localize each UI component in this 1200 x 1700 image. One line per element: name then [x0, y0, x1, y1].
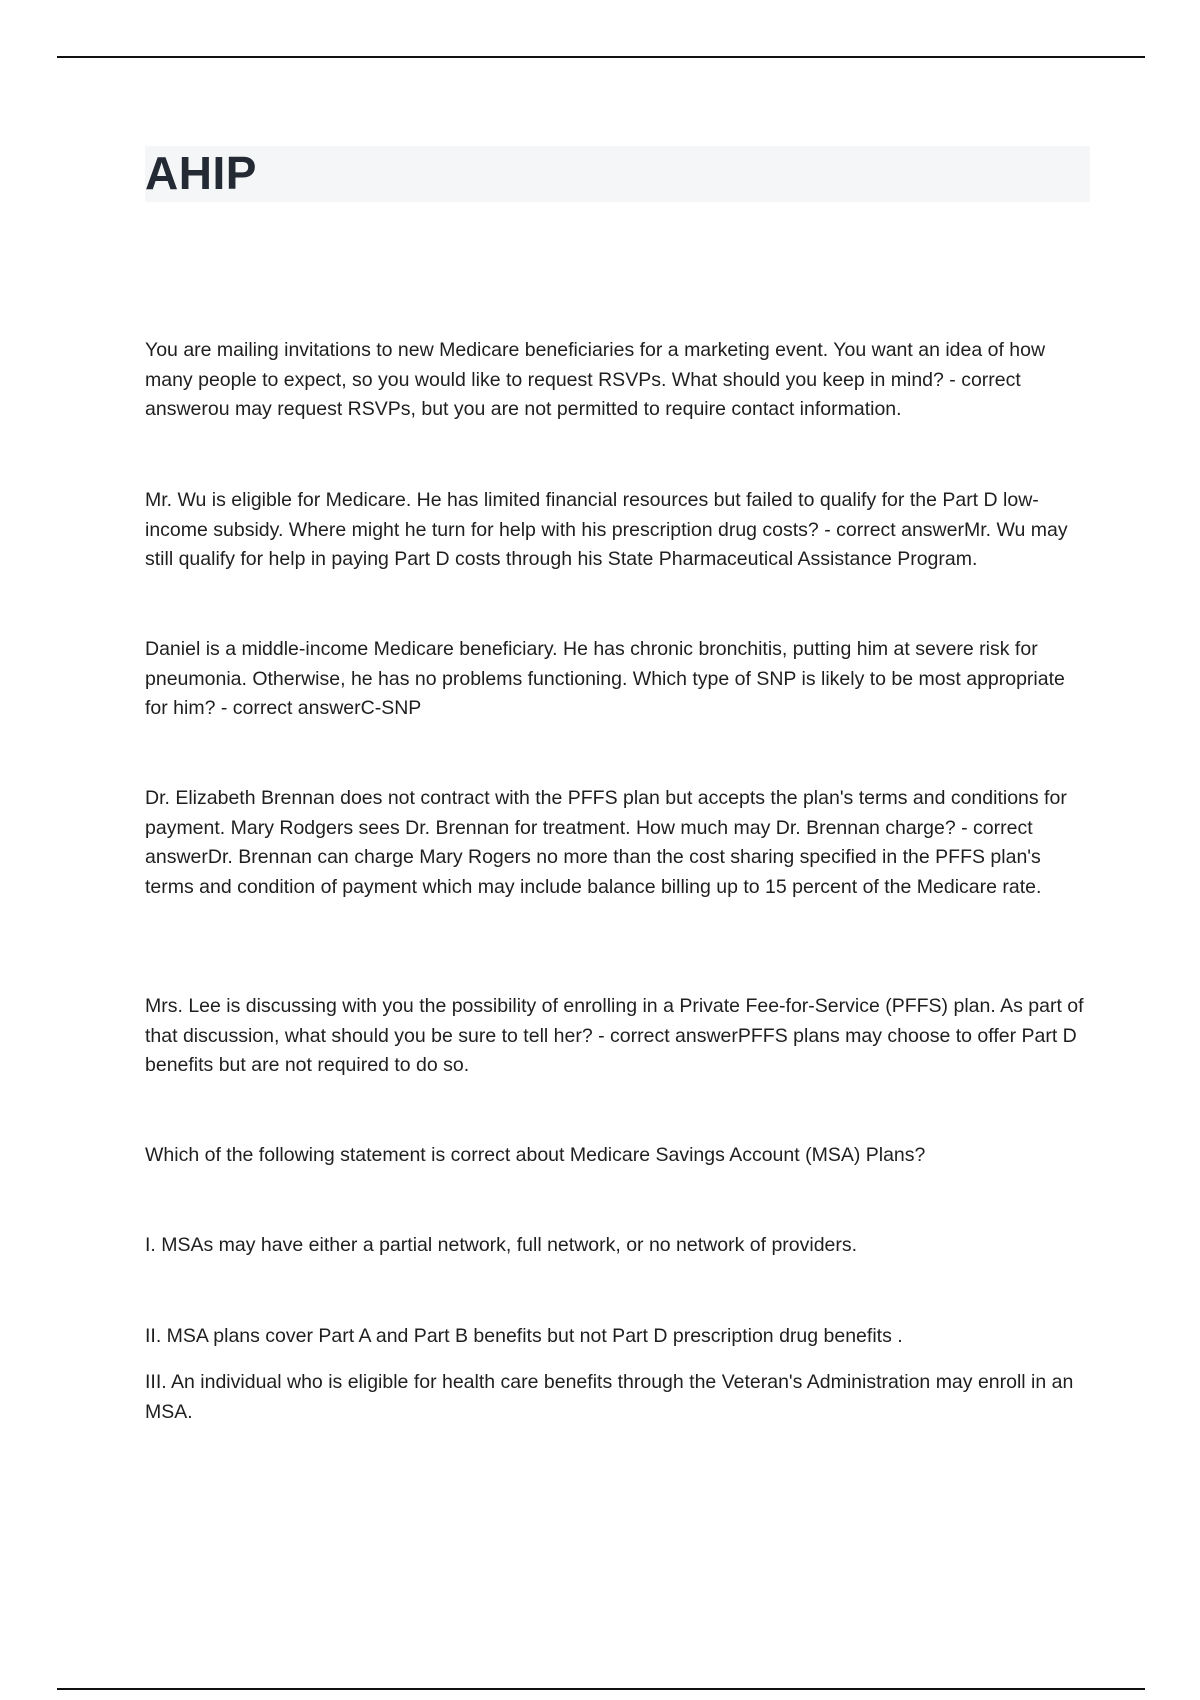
bottom-rule	[57, 1688, 1145, 1690]
question-mrs-lee: Mrs. Lee is discussing with you the possibility of enrolling in a Private Fee-for-Service (PFFS) plan. As part of that discussion, what should you be sure to tell her? - correct answerPFFS plans may choose to offer Part D benefits but are not required to do so.	[145, 995, 1084, 1076]
question-mr-wu: Mr. Wu is eligible for Medicare. He has limited financial resources but failed to qualify for the Part D low-income subsidy. Where might he turn for help with his prescription drug costs? - correct answerMr. Wu may still qualify for help in paying Part D costs through his State Pharmaceutical Assistance Program.	[145, 489, 1068, 570]
msa-statement-3: III. An individual who is eligible for health care benefits through the Veteran's Administration may enroll in an MSA.	[145, 1371, 1074, 1423]
question-rsvp: You are mailing invitations to new Medicare beneficiaries for a marketing event. You want an idea of how many people to expect, so you would like to request RSVPs. What should you keep in mind? - correct answerou may request RSVPs, but you are not permitted to require contact information.	[145, 339, 1046, 420]
question-daniel-snp: Daniel is a middle-income Medicare beneficiary. He has chronic bronchitis, putting him at severe risk for pneumonia. Otherwise, he has no problems functioning. Which type of SNP is likely to be most appropriate for him? - correct answerC-SNP	[145, 638, 1065, 719]
document-title: AHIP	[145, 147, 257, 199]
msa-statement-1: I. MSAs may have either a partial network, full network, or no network of providers.	[145, 1234, 858, 1256]
question-msa-plans: Which of the following statement is correct about Medicare Savings Account (MSA) Plans?	[145, 1144, 926, 1166]
msa-statement-2: II. MSA plans cover Part A and Part B benefits but not Part D prescription drug benefits .	[145, 1325, 903, 1347]
title-band	[145, 146, 1090, 202]
top-rule	[57, 56, 1145, 58]
question-dr-brennan: Dr. Elizabeth Brennan does not contract with the PFFS plan but accepts the plan's terms and conditions for payment. Mary Rodgers sees Dr. Brennan for treatment. How much may Dr. Brennan charge? - correct answerDr. Brennan can charge Mary Rogers no more than the cost sharing specified in the PFFS plan's terms and condition of payment which may include balance billing up to 15 percent of the Medicare rate.	[145, 787, 1067, 898]
